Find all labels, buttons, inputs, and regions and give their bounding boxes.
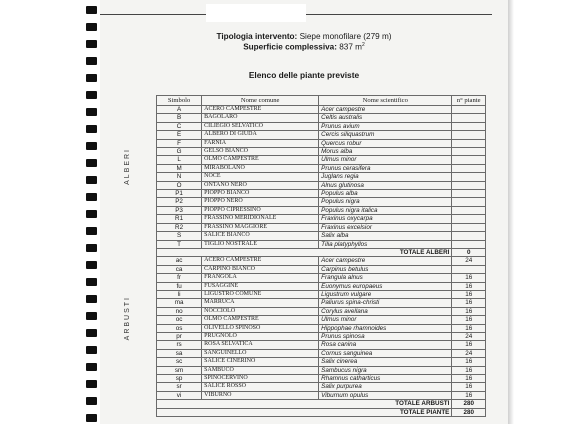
cell-nome-comune: TIGLIO NOSTRALE <box>202 240 319 248</box>
binding-ring <box>86 125 97 133</box>
cell-nome-comune: FRASSINO MAGGIORE <box>202 223 319 231</box>
cell-nome-comune: PIOPPO NERO <box>202 198 319 206</box>
cell-nome-scientifico: Salix purpurea <box>319 383 452 391</box>
binding-ring <box>86 210 97 218</box>
cell-nome-scientifico: Cercis siliquastrum <box>319 131 452 139</box>
cell-simbolo: F <box>157 139 202 147</box>
table-body <box>157 106 486 417</box>
total-value: 280 <box>452 408 486 416</box>
cell-nome-comune: OLMO CAMPESTRE <box>202 156 319 164</box>
binding-ring <box>86 142 97 150</box>
binding-ring <box>86 312 97 320</box>
cell-nome-comune: SANGUINELLO <box>202 349 319 357</box>
cell-nome-scientifico: Fraxinus excelsior <box>319 223 452 231</box>
cell-simbolo: G <box>157 148 202 156</box>
cell-n-piante: 16 <box>452 375 486 383</box>
cell-nome-scientifico: Salix cinerea <box>319 358 452 366</box>
cell-n-piante <box>452 206 486 214</box>
total-label: TOTALE PIANTE <box>319 408 452 416</box>
table-row <box>157 122 486 130</box>
cell-nome-comune: PIOPPO CIPRESSINO <box>202 206 319 214</box>
table-row <box>157 391 486 399</box>
cell-nome-comune: ALBERO DI GIUDA <box>202 131 319 139</box>
cell-n-piante <box>452 156 486 164</box>
cell-nome-scientifico: Quercus robur <box>319 139 452 147</box>
cell-simbolo: pr <box>157 332 202 340</box>
cell-nome-scientifico: Populus nigra <box>319 198 452 206</box>
cell-simbolo: sa <box>157 349 202 357</box>
col-n-piante: n° piante <box>452 96 486 106</box>
binding-ring <box>86 278 97 286</box>
table-row <box>157 223 486 231</box>
cell-nome-comune: SALICE ROSSO <box>202 383 319 391</box>
cell-nome-comune: FRASSINO MERIDIONALE <box>202 215 319 223</box>
tipologia-line <box>100 32 508 41</box>
table-row <box>157 232 486 240</box>
table-row <box>157 215 486 223</box>
cell-nome-comune: OLIVELLO SPINOSO <box>202 324 319 332</box>
cell-simbolo: fr <box>157 274 202 282</box>
cell-nome-scientifico: Morus alba <box>319 148 452 156</box>
cell-simbolo: sr <box>157 383 202 391</box>
cell-n-piante <box>452 240 486 248</box>
table-row <box>157 324 486 332</box>
binding-ring <box>86 414 97 422</box>
cell-simbolo: P2 <box>157 198 202 206</box>
cell-simbolo: ca <box>157 265 202 273</box>
cell-n-piante <box>452 122 486 130</box>
total-label: TOTALE ARBUSTI <box>319 400 452 408</box>
cell-nome-scientifico: Salix alba <box>319 232 452 240</box>
cell-nome-comune: NOCCIOLO <box>202 307 319 315</box>
table-row <box>157 274 486 282</box>
binding-ring <box>86 244 97 252</box>
table-row <box>157 358 486 366</box>
cell-nome-comune: BAGOLARO <box>202 114 319 122</box>
cell-simbolo: R2 <box>157 223 202 231</box>
table-row <box>157 257 486 265</box>
cell-nome-scientifico: Hippophae rhamnoides <box>319 324 452 332</box>
cell-n-piante: 16 <box>452 341 486 349</box>
binding-ring <box>86 91 97 99</box>
cell-n-piante: 24 <box>452 349 486 357</box>
document-page <box>100 0 508 424</box>
binding-ring <box>86 74 97 82</box>
tipologia-label: Tipologia intervento: <box>216 32 298 41</box>
group-label-alberi: ALBERI <box>124 148 131 185</box>
cell-nome-comune: ONTANO NERO <box>202 181 319 189</box>
binding-ring <box>86 227 97 235</box>
cell-simbolo: O <box>157 181 202 189</box>
table-row <box>157 265 486 273</box>
cell-simbolo: no <box>157 307 202 315</box>
cell-n-piante <box>452 190 486 198</box>
table-row <box>157 148 486 156</box>
col-simbolo: Simbolo <box>157 96 202 106</box>
totale-alberi-row <box>157 248 486 256</box>
cell-simbolo: fu <box>157 282 202 290</box>
cell-nome-scientifico: Euonymus europaeus <box>319 282 452 290</box>
table-header-row <box>157 96 486 106</box>
binding-ring <box>86 159 97 167</box>
cell-nome-comune: SALICE CINERINO <box>202 358 319 366</box>
table-row <box>157 181 486 189</box>
cell-nome-scientifico: Sambucus nigra <box>319 366 452 374</box>
cell-n-piante <box>452 173 486 181</box>
cell-simbolo: rs <box>157 341 202 349</box>
cell-nome-comune: MIRABOLANO <box>202 164 319 172</box>
redacted-area <box>206 4 306 22</box>
page-edge <box>508 0 514 424</box>
binding-ring <box>86 23 97 31</box>
table-row <box>157 131 486 139</box>
cell-simbolo: oc <box>157 316 202 324</box>
cell-nome-scientifico: Ulmus minor <box>319 316 452 324</box>
binding-ring <box>86 6 97 14</box>
cell-simbolo: os <box>157 324 202 332</box>
cell-simbolo: ac <box>157 257 202 265</box>
cell-n-piante <box>452 181 486 189</box>
cell-n-piante <box>452 114 486 122</box>
cell-n-piante <box>452 232 486 240</box>
cell-nome-scientifico: Viburnum opulus <box>319 391 452 399</box>
table-row <box>157 173 486 181</box>
cell-nome-scientifico: Paliurus spina-christi <box>319 299 452 307</box>
cell-nome-comune: VIBURNO <box>202 391 319 399</box>
cell-n-piante: 16 <box>452 366 486 374</box>
cell-simbolo: li <box>157 290 202 298</box>
table-row <box>157 290 486 298</box>
total-label: TOTALE ALBERI <box>319 248 452 256</box>
cell-n-piante: 16 <box>452 274 486 282</box>
cell-simbolo: sm <box>157 366 202 374</box>
cell-n-piante: 16 <box>452 383 486 391</box>
table-row <box>157 190 486 198</box>
cell-simbolo: sc <box>157 358 202 366</box>
cell-nome-scientifico: Fraxinus oxycarpa <box>319 215 452 223</box>
cell-nome-comune: ROSA SELVATICA <box>202 341 319 349</box>
superficie-value: 837 m <box>339 42 362 52</box>
binding-ring <box>86 346 97 354</box>
cell-nome-scientifico: Rhamnus catharticus <box>319 375 452 383</box>
cell-nome-scientifico: Cornus sanguinea <box>319 349 452 357</box>
cell-n-piante: 16 <box>452 299 486 307</box>
superficie-exponent: 2 <box>362 42 365 48</box>
cell-nome-comune: ACERO CAMPESTRE <box>202 106 319 114</box>
cell-nome-scientifico: Alnus glutinosa <box>319 181 452 189</box>
cell-nome-scientifico: Acer campestre <box>319 257 452 265</box>
binding-ring <box>86 397 97 405</box>
table-row <box>157 114 486 122</box>
cell-nome-scientifico: Frangula alnus <box>319 274 452 282</box>
spiral-binding <box>86 0 100 424</box>
cell-nome-comune: FUSAGGINE <box>202 282 319 290</box>
table-row <box>157 341 486 349</box>
cell-nome-comune: ACERO CAMPESTRE <box>202 257 319 265</box>
cell-n-piante <box>452 106 486 114</box>
binding-ring <box>86 329 97 337</box>
cell-nome-comune: CILIEGIO SELVATICO <box>202 122 319 130</box>
cell-nome-scientifico: Ligustrum vulgare <box>319 290 452 298</box>
table-row <box>157 332 486 340</box>
binding-ring <box>86 40 97 48</box>
cell-nome-comune: FRANGOLA <box>202 274 319 282</box>
cell-nome-comune: SPINOCERVINO <box>202 375 319 383</box>
table-row <box>157 164 486 172</box>
cell-simbolo: S <box>157 232 202 240</box>
cell-simbolo: E <box>157 131 202 139</box>
cell-nome-comune: CARPINO BIANCO <box>202 265 319 273</box>
table-row <box>157 139 486 147</box>
table-row <box>157 198 486 206</box>
cell-nome-scientifico: Populus nigra italica <box>319 206 452 214</box>
cell-nome-scientifico: Corylus avellana <box>319 307 452 315</box>
cell-simbolo: P1 <box>157 190 202 198</box>
cell-nome-scientifico: Prunus spinosa <box>319 332 452 340</box>
table-row <box>157 282 486 290</box>
totale-piante-row <box>157 408 486 416</box>
cell-simbolo: B <box>157 114 202 122</box>
superficie-line <box>100 42 508 52</box>
cell-n-piante <box>452 198 486 206</box>
cell-nome-comune: SAMBUCO <box>202 366 319 374</box>
cell-n-piante: 16 <box>452 324 486 332</box>
cell-simbolo: T <box>157 240 202 248</box>
total-spacer <box>157 248 319 256</box>
table-row <box>157 316 486 324</box>
cell-simbolo: vi <box>157 391 202 399</box>
cell-simbolo: L <box>157 156 202 164</box>
cell-nome-scientifico: Celtis australis <box>319 114 452 122</box>
table-row <box>157 206 486 214</box>
cell-simbolo: M <box>157 164 202 172</box>
list-title: Elenco delle piante previste <box>248 70 360 80</box>
binding-ring <box>86 363 97 371</box>
table-row <box>157 106 486 114</box>
binding-ring <box>86 261 97 269</box>
binding-ring <box>86 108 97 116</box>
cell-n-piante <box>452 223 486 231</box>
cell-nome-comune: OLMO CAMPESTRE <box>202 316 319 324</box>
cell-nome-comune: PIOPPO BIANCO <box>202 190 319 198</box>
cell-nome-comune: NOCE <box>202 173 319 181</box>
col-nome-comune: Nome comune <box>202 96 319 106</box>
cell-nome-scientifico: Populus alba <box>319 190 452 198</box>
binding-ring <box>86 57 97 65</box>
col-nome-scientifico: Nome scientifico <box>319 96 452 106</box>
binding-ring <box>86 193 97 201</box>
cell-nome-comune: SALICE BIANCO <box>202 232 319 240</box>
cell-n-piante <box>452 131 486 139</box>
binding-ring <box>86 380 97 388</box>
table-row <box>157 375 486 383</box>
cell-n-piante: 16 <box>452 316 486 324</box>
cell-nome-scientifico: Prunus avium <box>319 122 452 130</box>
cell-n-piante <box>452 139 486 147</box>
cell-simbolo: R1 <box>157 215 202 223</box>
cell-nome-scientifico: Ulmus minor <box>319 156 452 164</box>
cell-n-piante <box>452 265 486 273</box>
total-spacer <box>157 408 319 416</box>
cell-n-piante: 16 <box>452 307 486 315</box>
total-value: 0 <box>452 248 486 256</box>
cell-simbolo: C <box>157 122 202 130</box>
table-row <box>157 349 486 357</box>
table-row <box>157 299 486 307</box>
cell-simbolo: A <box>157 106 202 114</box>
cell-n-piante <box>452 148 486 156</box>
cell-nome-scientifico: Juglans regia <box>319 173 452 181</box>
cell-simbolo: sp <box>157 375 202 383</box>
table-row <box>157 366 486 374</box>
cell-n-piante: 16 <box>452 358 486 366</box>
cell-nome-comune: FARNIA <box>202 139 319 147</box>
table-row <box>157 240 486 248</box>
table-row <box>157 383 486 391</box>
cell-simbolo: ma <box>157 299 202 307</box>
cell-n-piante: 16 <box>452 282 486 290</box>
cell-n-piante: 24 <box>452 257 486 265</box>
cell-n-piante <box>452 215 486 223</box>
cell-nome-comune: PRUGNOLO <box>202 332 319 340</box>
cell-n-piante: 24 <box>452 332 486 340</box>
total-value: 280 <box>452 400 486 408</box>
table-row <box>157 307 486 315</box>
table-row <box>157 156 486 164</box>
plants-table <box>156 95 486 417</box>
cell-nome-comune: LIGUSTRO COMUNE <box>202 290 319 298</box>
total-spacer <box>157 400 319 408</box>
cell-nome-scientifico: Prunus cerasifera <box>319 164 452 172</box>
superficie-label: Superficie complessiva: <box>243 42 337 52</box>
cell-nome-comune: GELSO BIANCO <box>202 148 319 156</box>
totale-arbusti-row <box>157 400 486 408</box>
binding-ring <box>86 295 97 303</box>
cell-simbolo: P3 <box>157 206 202 214</box>
cell-n-piante <box>452 164 486 172</box>
tipologia-value: Siepe monofilare (279 m) <box>299 32 392 41</box>
cell-nome-scientifico: Tilia platyphyllos <box>319 240 452 248</box>
cell-nome-scientifico: Acer campestre <box>319 106 452 114</box>
cell-simbolo: N <box>157 173 202 181</box>
binding-ring <box>86 176 97 184</box>
cell-nome-scientifico: Carpinus betulus <box>319 265 452 273</box>
cell-nome-scientifico: Rosa canina <box>319 341 452 349</box>
group-label-arbusti: ARBUSTI <box>124 296 131 341</box>
cell-n-piante: 16 <box>452 290 486 298</box>
cell-nome-comune: MARRUCA <box>202 299 319 307</box>
cell-n-piante: 16 <box>452 391 486 399</box>
